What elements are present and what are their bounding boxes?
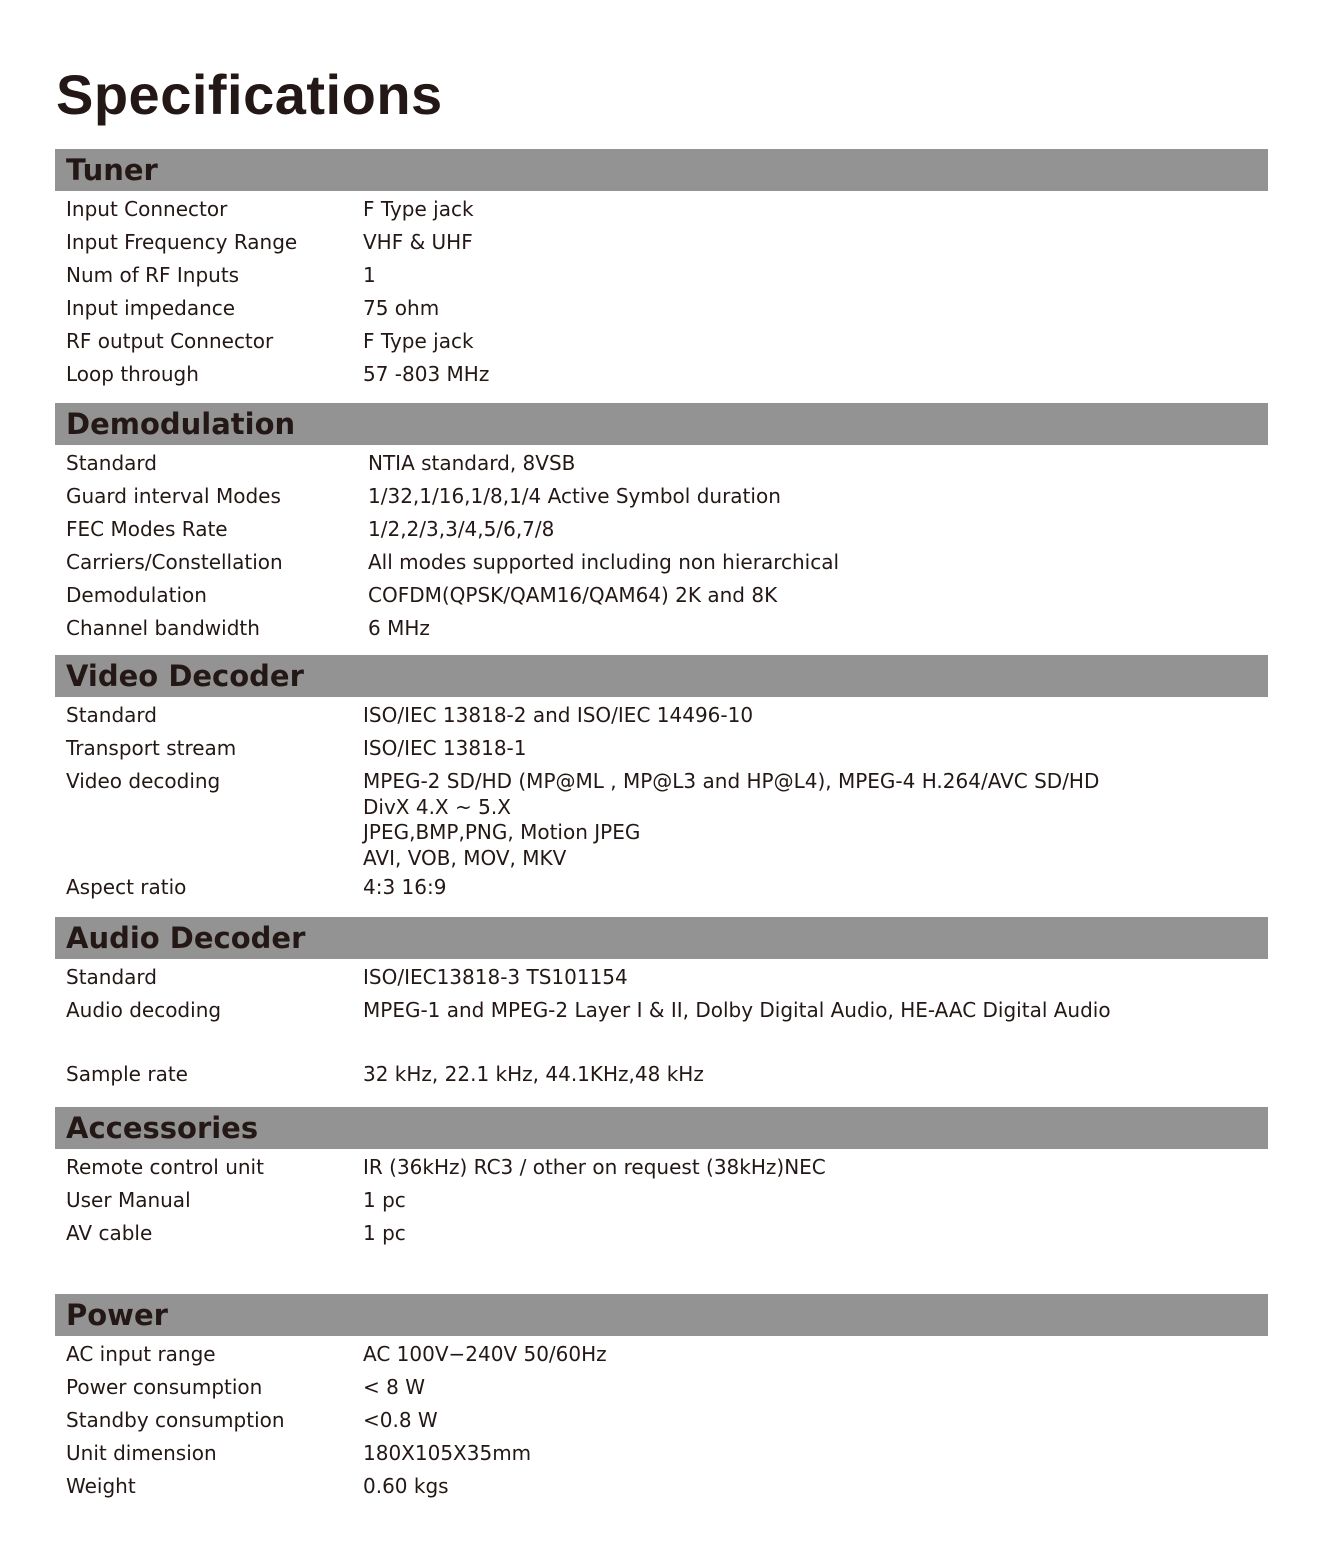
spec-value xyxy=(363,193,1268,226)
spec-value xyxy=(363,871,1268,904)
spec-value xyxy=(363,961,1268,994)
spec-value-line: 1/32,1/16,1/8,1/4 Active Symbol duration xyxy=(368,484,781,508)
spec-row xyxy=(55,1437,1268,1470)
spec-row xyxy=(55,226,1268,259)
spec-label: Standard xyxy=(66,965,157,989)
spec-value-line: MPEG-2 SD/HD (MP@ML , MP@L3 and HP@L4), MPEG-4 H.264/AVC SD/HD xyxy=(363,769,1100,793)
spec-value xyxy=(368,579,1268,612)
spec-value xyxy=(363,732,1268,765)
section-heading: Accessories xyxy=(55,1107,1268,1149)
spec-value-line: 180X105X35mm xyxy=(363,1441,532,1465)
spec-row xyxy=(55,732,1268,765)
spec-section-demodulation xyxy=(55,403,1268,645)
spec-row xyxy=(55,994,1268,1058)
spec-value xyxy=(363,226,1268,259)
spec-value-line: JPEG,BMP,PNG, Motion JPEG xyxy=(363,820,641,844)
spec-label: Remote control unit xyxy=(66,1155,264,1179)
spec-value-line: ISO/IEC 13818-1 xyxy=(363,736,527,760)
spec-label: Loop through xyxy=(66,362,199,386)
spec-row xyxy=(55,480,1268,513)
spec-row xyxy=(55,259,1268,292)
spec-value xyxy=(368,546,1268,579)
spec-value xyxy=(363,325,1268,358)
spec-value-line: 75 ohm xyxy=(363,296,440,320)
spec-value-line: 32 kHz, 22.1 kHz, 44.1KHz,48 kHz xyxy=(363,1062,704,1086)
spec-row xyxy=(55,1338,1268,1371)
spec-value-line: ISO/IEC13818-3 TS101154 xyxy=(363,965,628,989)
spec-label: Input impedance xyxy=(66,296,236,320)
spec-label: Audio decoding xyxy=(66,998,222,1022)
spec-row xyxy=(55,579,1268,612)
spec-label: Carriers/Constellation xyxy=(66,550,283,574)
spec-label: AV cable xyxy=(66,1221,153,1245)
spec-section-tuner xyxy=(55,149,1268,391)
spec-label: Unit dimension xyxy=(66,1441,217,1465)
section-heading: Tuner xyxy=(55,149,1268,191)
spec-value-line: DivX 4.X ~ 5.X xyxy=(363,794,511,819)
spec-value xyxy=(363,769,1268,871)
spec-row xyxy=(55,546,1268,579)
section-heading: Demodulation xyxy=(55,403,1268,445)
spec-row xyxy=(55,765,1268,871)
spec-value-line: MPEG-1 and MPEG-2 Layer I & II, Dolby Digital Audio, HE-AAC Digital Audio xyxy=(363,998,1111,1022)
spec-value xyxy=(363,1404,1268,1437)
spec-value-line: 1/2,2/3,3/4,5/6,7/8 xyxy=(368,517,555,541)
spec-value xyxy=(368,447,1268,480)
section-heading: Audio Decoder xyxy=(55,917,1268,959)
spec-rows xyxy=(55,1338,1268,1503)
section-heading: Power xyxy=(55,1294,1268,1336)
spec-label: Weight xyxy=(66,1474,136,1498)
spec-value-line: 6 MHz xyxy=(368,616,430,640)
spec-value-line: < 8 W xyxy=(363,1375,425,1399)
spec-value xyxy=(368,480,1268,513)
spec-label: FEC Modes Rate xyxy=(66,517,228,541)
spec-value-line: 1 xyxy=(363,263,376,287)
spec-value xyxy=(363,1338,1268,1371)
spec-label: Transport stream xyxy=(66,736,237,760)
spec-value-line: <0.8 W xyxy=(363,1408,438,1432)
spec-label: Aspect ratio xyxy=(66,875,187,899)
spec-value-line: AC 100V−240V 50/60Hz xyxy=(363,1342,607,1366)
spec-label: Guard interval Modes xyxy=(66,484,281,508)
spec-row xyxy=(55,513,1268,546)
spec-label: Power consumption xyxy=(66,1375,263,1399)
spec-value-line: NTIA standard, 8VSB xyxy=(368,451,576,475)
spec-value-line: F Type jack xyxy=(363,329,474,353)
spec-value xyxy=(368,612,1268,645)
spec-row xyxy=(55,1371,1268,1404)
spec-rows xyxy=(55,961,1268,1091)
spec-value-line: VHF & UHF xyxy=(363,230,473,254)
spec-label: Num of RF Inputs xyxy=(66,263,240,287)
spec-value-line: 1 pc xyxy=(363,1221,406,1245)
spec-value xyxy=(363,292,1268,325)
spec-value xyxy=(368,513,1268,546)
spec-label: Video decoding xyxy=(66,769,221,793)
spec-label: Standby consumption xyxy=(66,1408,285,1432)
spec-row xyxy=(55,1470,1268,1503)
spec-value xyxy=(363,1058,1268,1091)
spec-rows xyxy=(55,699,1268,904)
spec-value-line: 1 pc xyxy=(363,1188,406,1212)
spec-value-line: IR (36kHz) RC3 / other on request (38kHz)NEC xyxy=(363,1155,826,1179)
section-heading: Video Decoder xyxy=(55,655,1268,697)
spec-label: AC input range xyxy=(66,1342,216,1366)
spec-section-power xyxy=(55,1294,1268,1503)
spec-value xyxy=(363,994,1268,1027)
spec-value-line: ISO/IEC 13818-2 and ISO/IEC 14496-10 xyxy=(363,703,754,727)
page-title: Specifications xyxy=(56,63,443,126)
spec-value-line: All modes supported including non hierarchical xyxy=(368,550,840,574)
spec-value xyxy=(363,259,1268,292)
spec-value xyxy=(363,1217,1268,1250)
spec-value-line: 57 -803 MHz xyxy=(363,362,490,386)
spec-row xyxy=(55,1217,1268,1250)
spec-value-line: 4:3 16:9 xyxy=(363,875,447,899)
spec-value xyxy=(363,358,1268,391)
spec-value-line: COFDM(QPSK/QAM16/QAM64) 2K and 8K xyxy=(368,583,778,607)
spec-label: Demodulation xyxy=(66,583,207,607)
spec-value xyxy=(363,1437,1268,1470)
spec-label: Sample rate xyxy=(66,1062,188,1086)
spec-value xyxy=(363,1151,1268,1184)
spec-row xyxy=(55,193,1268,226)
spec-value xyxy=(363,699,1268,732)
spec-section-accessories xyxy=(55,1107,1268,1250)
spec-row xyxy=(55,1184,1268,1217)
spec-row xyxy=(55,292,1268,325)
spec-section-audio-decoder xyxy=(55,917,1268,1091)
spec-label: RF output Connector xyxy=(66,329,274,353)
spec-value xyxy=(363,1184,1268,1217)
spec-value xyxy=(363,1371,1268,1404)
spec-row xyxy=(55,961,1268,994)
spec-label: Standard xyxy=(66,703,157,727)
spec-row xyxy=(55,1058,1268,1091)
spec-rows xyxy=(55,1151,1268,1250)
spec-value-line: F Type jack xyxy=(363,197,474,221)
spec-section-video-decoder xyxy=(55,655,1268,904)
spec-label: Input Connector xyxy=(66,197,228,221)
spec-row xyxy=(55,871,1268,904)
spec-row xyxy=(55,447,1268,480)
spec-row xyxy=(55,1151,1268,1184)
spec-row xyxy=(55,1404,1268,1437)
spec-row xyxy=(55,358,1268,391)
spec-label: User Manual xyxy=(66,1188,191,1212)
spec-value xyxy=(363,1470,1268,1503)
spec-row xyxy=(55,612,1268,645)
spec-label: Channel bandwidth xyxy=(66,616,260,640)
spec-value-line: AVI, VOB, MOV, MKV xyxy=(363,845,567,870)
spec-rows xyxy=(55,447,1268,645)
spec-row xyxy=(55,325,1268,358)
spec-label: Input Frequency Range xyxy=(66,230,298,254)
spec-value-line: 0.60 kgs xyxy=(363,1474,449,1498)
spec-label: Standard xyxy=(66,451,157,475)
spec-rows xyxy=(55,193,1268,391)
spec-row xyxy=(55,699,1268,732)
